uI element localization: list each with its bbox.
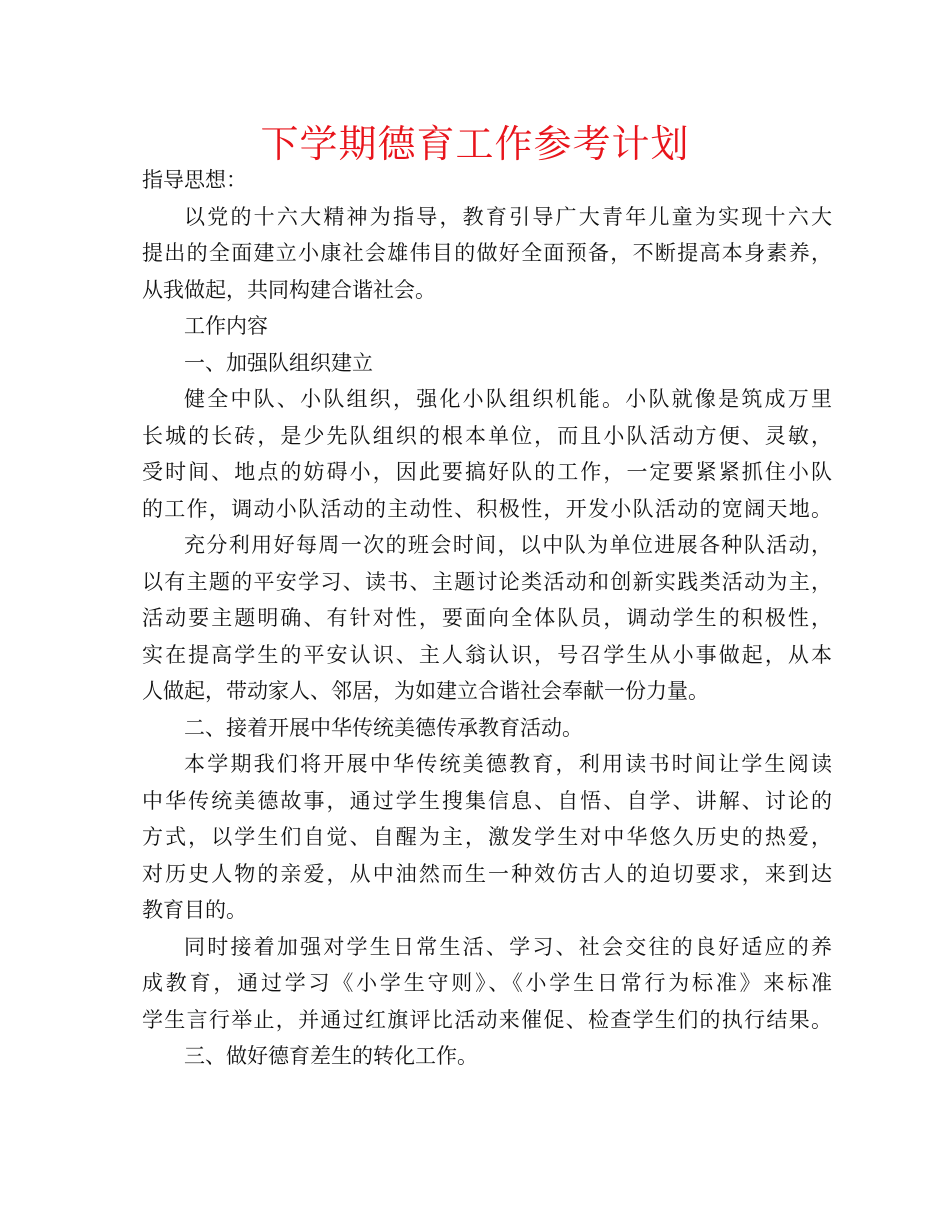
text-line: 人做起，带动家人、邻居，为如建立合谐社会奉献一份力量。 <box>142 679 709 703</box>
text-line: 方式，以学生们自觉、自醒为主，激发学生对中华悠久历史的热爱， <box>142 825 832 849</box>
text-line: 健全中队、小队组织，强化小队组织机能。小队就像是筑成万里 <box>184 387 832 411</box>
text-line: 从我做起，共同构建合谐社会。 <box>142 277 436 302</box>
text-line: 长城的长砖，是少先队组织的根本单位，而且小队活动方便、灵敏， <box>142 423 832 448</box>
text-line: 充分利用好每周一次的班会时间，以中队为单位进展各种队活动， <box>184 533 832 557</box>
text-line: 的工作，调动小队活动的主动性、积极性，开发小队活动的宽阔天地。 <box>142 496 832 521</box>
text-line: 教育目的。 <box>142 898 247 922</box>
text-line: 中华传统美德故事，通过学生搜集信息、自悟、自学、讲解、讨论的 <box>142 788 832 813</box>
text-line: 活动要主题明确、有针对性，要面向全体队员，调动学生的积极性， <box>142 606 832 630</box>
text-line: 工作内容 <box>184 314 268 338</box>
text-line: 同时接着加强对学生日常生活、学习、社会交往的良好适应的养 <box>184 934 832 959</box>
document-title: 下学期德育工作参考计划 <box>260 122 690 166</box>
text-line: 学生言行举止，并通过红旗评比活动来催促、检查学生们的执行结果。 <box>142 1007 832 1032</box>
text-line: 成教育，通过学习《小学生守则》、《小学生日常行为标准》来标准 <box>142 971 832 995</box>
text-line: 以有主题的平安学习、读书、主题讨论类活动和创新实践类活动为主， <box>142 569 832 594</box>
text-line: 二、接着开展中华传统美德传承教育活动。 <box>184 715 583 740</box>
text-line: 一、加强队组织建立 <box>184 350 373 375</box>
text-line: 以党的十六大精神为指导，教育引导广大青年儿童为实现十六大 <box>184 204 832 229</box>
text-line: 提出的全面建立小康社会雄伟目的做好全面预备，不断提高本身素养， <box>142 241 832 265</box>
document-body <box>142 162 832 1075</box>
text-line: 指导思想： <box>142 168 247 192</box>
text-line: 本学期我们将开展中华传统美德教育，利用读书时间让学生阅读 <box>184 752 832 776</box>
text-line: 三、做好德育差生的转化工作。 <box>184 1044 478 1068</box>
text-line: 实在提高学生的平安认识、主人翁认识，号召学生从小事做起，从本 <box>142 642 832 667</box>
text-line: 受时间、地点的妨碍小，因此要搞好队的工作，一定要紧紧抓住小队 <box>142 460 832 484</box>
text-line: 对历史人物的亲爱，从中油然而生一种效仿古人的迫切要求，来到达 <box>142 861 832 886</box>
